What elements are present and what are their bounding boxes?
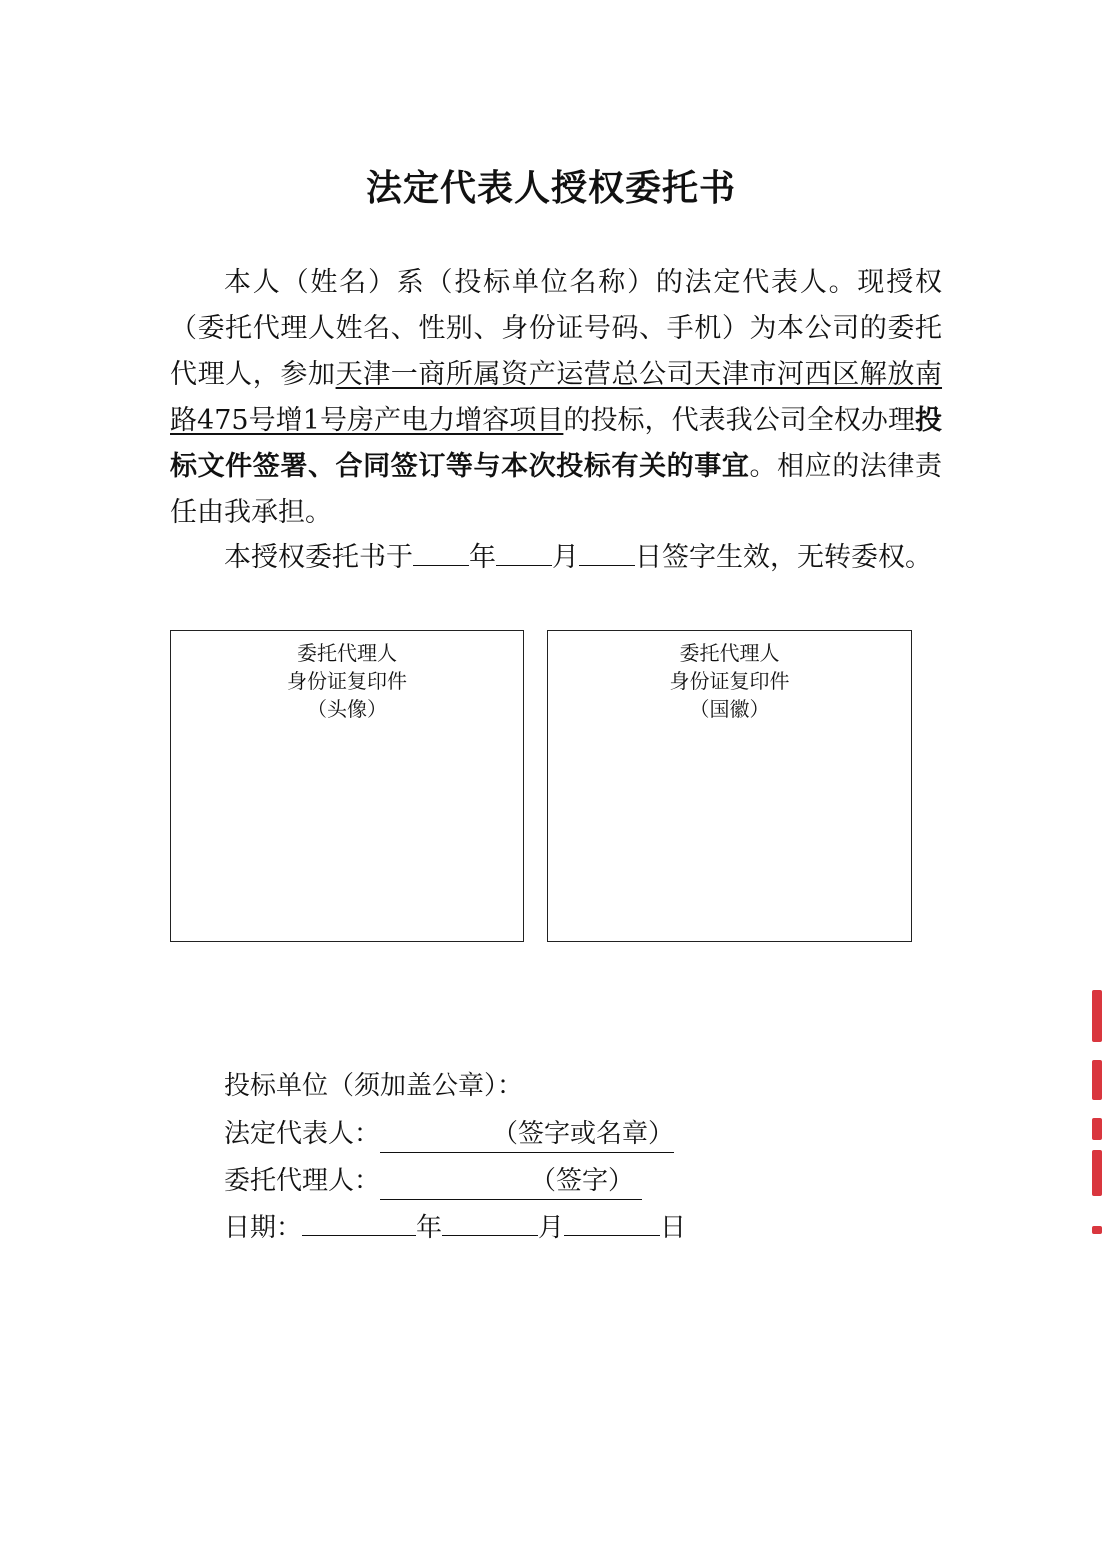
legal-rep-line xyxy=(224,1116,674,1153)
box-right-line2: 身份证复印件 xyxy=(669,669,790,693)
effective-date-paragraph xyxy=(170,535,942,581)
date-month: 月 xyxy=(538,1213,565,1243)
bidder-unit-label: 投标单位（须加盖公章）： xyxy=(224,1071,524,1101)
date-day-field[interactable] xyxy=(564,1209,660,1236)
box-right-line3: （国徽） xyxy=(689,697,770,721)
date-line xyxy=(224,1209,686,1246)
authorized-matters: 投标文件签署、合同签订等与本次投标有关的事宜 xyxy=(170,405,943,482)
agent-line xyxy=(224,1163,642,1200)
stamp-fragment xyxy=(1092,1118,1102,1140)
box-left-line2: 身份证复印件 xyxy=(287,669,407,693)
month-blank[interactable] xyxy=(496,545,552,566)
seal-stamp-edge xyxy=(1088,990,1102,1240)
stamp-fragment xyxy=(1092,1226,1102,1234)
legal-rep-label: 法定代表人： xyxy=(224,1119,381,1149)
id-copy-back-box xyxy=(547,630,912,942)
date-label: 日期： xyxy=(224,1213,303,1243)
date-day: 日 xyxy=(660,1213,687,1243)
legal-rep-signature-field[interactable] xyxy=(380,1116,674,1153)
project-name: 天津一商所属资产运营总公司天津市河西区解放南路475号增1号房产电力增容项目 xyxy=(170,359,943,436)
agent-label: 委托代理人： xyxy=(224,1166,381,1196)
date-year: 年 xyxy=(416,1213,443,1243)
day-blank[interactable] xyxy=(579,545,635,566)
agent-note: （签字） xyxy=(530,1166,635,1196)
para2-month: 月 xyxy=(552,542,579,573)
box-right-line1: 委托代理人 xyxy=(679,641,780,665)
document-title: 法定代表人授权委托书 xyxy=(365,168,736,209)
stamp-fragment xyxy=(1092,1150,1102,1196)
para1-text-c: 。相应的法律责任由我承担。 xyxy=(170,451,943,528)
agent-signature-field[interactable] xyxy=(380,1163,642,1200)
year-blank[interactable] xyxy=(413,545,469,566)
bidder-unit-line xyxy=(224,1068,523,1104)
para2-text-a: 本授权委托书于 xyxy=(224,542,413,573)
id-copy-front-box xyxy=(170,630,524,942)
date-month-field[interactable] xyxy=(442,1209,538,1236)
box-left-line3: （头像） xyxy=(307,697,387,721)
para2-year: 年 xyxy=(469,542,496,573)
legal-rep-note: （签字或名章） xyxy=(492,1119,675,1149)
date-year-field[interactable] xyxy=(302,1209,416,1236)
authorization-paragraph xyxy=(170,260,942,536)
para1-text-b: 的投标，代表我公司全权办理 xyxy=(563,405,916,436)
stamp-fragment xyxy=(1092,1060,1102,1100)
para2-text-c: 日签字生效，无转委权。 xyxy=(635,542,932,573)
para1-text-a: 本人（姓名）系（投标单位名称）的法定代表人。现授权（委托代理人姓名、性别、身份证号码、手机）为本公司的委托代理人，参加 xyxy=(170,267,942,390)
box-left-line1: 委托代理人 xyxy=(297,641,397,665)
stamp-fragment xyxy=(1092,990,1102,1042)
